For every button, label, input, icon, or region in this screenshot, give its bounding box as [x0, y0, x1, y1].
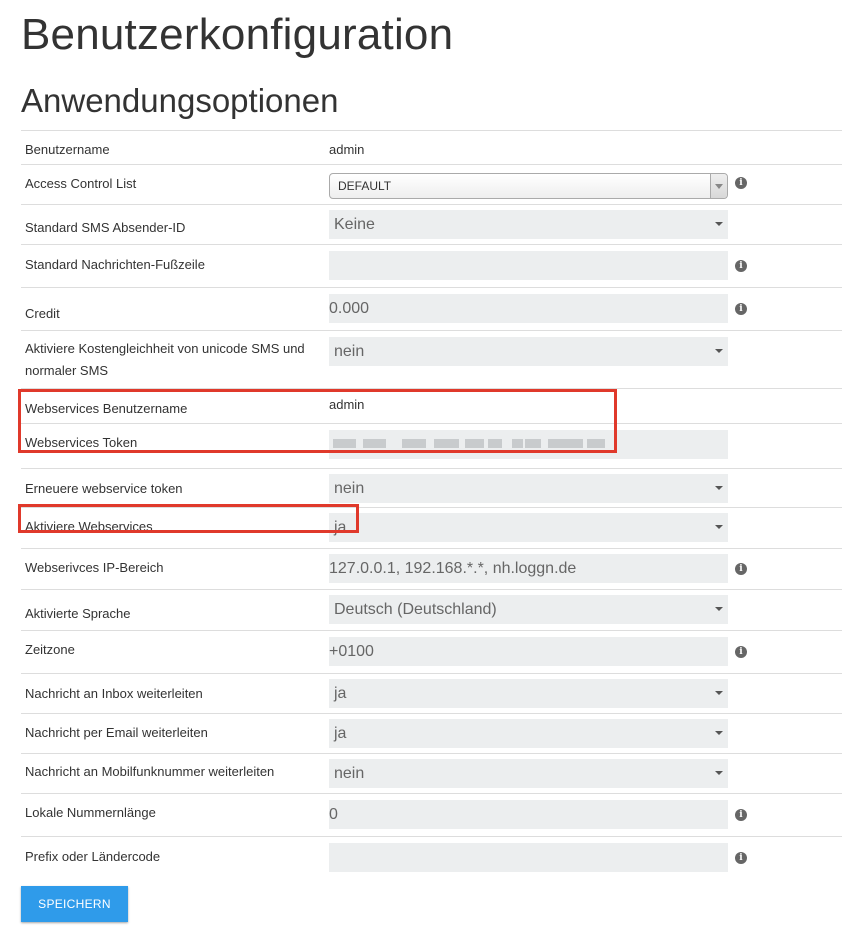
aktiviere-kostengleichheit-von-unicode-sms-und-normaler-sms-selected-value: nein	[334, 343, 365, 360]
nachricht-an-mobilfunknummer-weiterleiten-selected-value: nein	[334, 765, 365, 782]
field-label: Nachricht an Inbox weiterleiten	[25, 686, 203, 701]
field-label: Standard Nachrichten-Fußzeile	[25, 257, 205, 272]
standard-sms-absender-id-selected-value: Keine	[334, 216, 375, 233]
field-label: Prefix oder Ländercode	[25, 849, 161, 864]
field-label: Webserivces IP-Bereich	[25, 560, 164, 575]
field-label: Lokale Nummernlänge	[25, 805, 156, 820]
info-circle-icon[interactable]: i	[735, 177, 747, 189]
field-label: Webservices Token	[25, 435, 138, 450]
field-label: Benutzername	[25, 142, 110, 157]
aktivierte-sprache-select[interactable]	[329, 595, 728, 624]
form-row-nachricht-an-inbox-weiterleiten	[21, 674, 842, 714]
standard-nachrichten-fusszeile-input[interactable]	[329, 251, 728, 280]
erneuere-webservice-token-selected-value: nein	[334, 480, 365, 497]
form-row-standard-nachrichten-fusszeile	[21, 245, 842, 288]
form-row-nachricht-an-mobilfunknummer-weiterleiten	[21, 754, 842, 794]
chevron-down-icon	[715, 349, 723, 353]
webservices-benutzername-value: admin	[329, 397, 365, 412]
section-title: Anwendungsoptionen	[21, 82, 339, 119]
credit-input[interactable]	[329, 294, 728, 323]
chevron-down-icon	[715, 486, 723, 490]
save-button[interactable]: SPEICHERN	[21, 886, 128, 922]
chevron-down-icon	[715, 691, 723, 695]
erneuere-webservice-token-select[interactable]	[329, 474, 728, 503]
webserivces-ip-bereich-input-value: 127.0.0.1, 192.168.*.*, nh.loggn.de	[329, 560, 577, 577]
standard-sms-absender-id-select[interactable]	[329, 210, 728, 239]
form-row-access-control-list	[21, 165, 842, 205]
form-row-aktivierte-sprache	[21, 590, 842, 631]
webserivces-ip-bereich-input[interactable]	[329, 554, 728, 583]
chevron-down-icon	[715, 525, 723, 529]
credit-input-value: 0.000	[329, 300, 370, 317]
access-control-list-select[interactable]	[329, 173, 728, 199]
chevron-down-icon	[715, 222, 723, 226]
aktiviere-webservices-selected-value: ja	[334, 519, 347, 536]
form-row-nachricht-per-email-weiterleiten	[21, 714, 842, 754]
form-row-prefix-oder-laendercode	[21, 837, 842, 880]
form-row-zeitzone	[21, 631, 842, 674]
field-label: Erneuere webservice token	[25, 481, 183, 496]
form-row-aktiviere-kostengleichheit-von-unicode-sms-und-normaler-sms	[21, 331, 842, 389]
field-label: Aktiviere Kostengleichheit von unicode SMS und normaler SMS	[25, 341, 305, 378]
field-label: Credit	[25, 306, 60, 321]
form-row-aktiviere-webservices	[21, 508, 842, 549]
field-label: Zeitzone	[25, 642, 75, 657]
page-title: Benutzerkonfiguration	[21, 10, 454, 59]
nachricht-an-inbox-weiterleiten-selected-value: ja	[334, 685, 347, 702]
chevron-down-icon	[715, 607, 723, 611]
field-label: Nachricht an Mobilfunknummer weiterleiten	[25, 764, 275, 779]
info-circle-icon[interactable]: i	[735, 852, 747, 864]
nachricht-per-email-weiterleiten-select[interactable]	[329, 719, 728, 748]
field-label: Aktiviere Webservices	[25, 519, 153, 534]
aktiviere-kostengleichheit-von-unicode-sms-und-normaler-sms-select[interactable]	[329, 337, 728, 366]
user-config-form	[21, 130, 842, 879]
form-row-standard-sms-absender-id	[21, 205, 842, 245]
benutzername-value: admin	[329, 142, 365, 157]
info-circle-icon[interactable]: i	[735, 809, 747, 821]
webservices-token-input[interactable]	[329, 430, 728, 459]
lokale-nummernlaenge-input[interactable]	[329, 800, 728, 829]
field-label: Aktivierte Sprache	[25, 606, 131, 621]
zeitzone-input[interactable]	[329, 637, 728, 666]
prefix-oder-laendercode-input[interactable]	[329, 843, 728, 872]
info-circle-icon[interactable]: i	[735, 260, 747, 272]
form-row-credit	[21, 288, 842, 331]
aktiviere-webservices-select[interactable]	[329, 513, 728, 542]
zeitzone-input-value: +0100	[329, 643, 374, 660]
nachricht-an-mobilfunknummer-weiterleiten-select[interactable]	[329, 759, 728, 788]
info-circle-icon[interactable]: i	[735, 563, 747, 575]
field-label: Webservices Benutzername	[25, 401, 188, 416]
chevron-down-icon	[715, 731, 723, 735]
field-label: Access Control List	[25, 176, 137, 191]
info-circle-icon[interactable]: i	[735, 646, 747, 658]
aktivierte-sprache-selected-value: Deutsch (Deutschland)	[334, 601, 497, 618]
lokale-nummernlaenge-input-value: 0	[329, 806, 338, 823]
form-row-lokale-nummernlaenge	[21, 794, 842, 837]
chevron-down-icon	[710, 174, 727, 198]
nachricht-per-email-weiterleiten-selected-value: ja	[334, 725, 347, 742]
info-circle-icon[interactable]: i	[735, 303, 747, 315]
token-underline	[332, 452, 614, 453]
access-control-list-selected-value: DEFAULT	[338, 179, 392, 193]
form-row-webservices-benutzername	[21, 389, 842, 424]
field-label: Standard SMS Absender-ID	[25, 220, 186, 235]
form-row-webserivces-ip-bereich	[21, 549, 842, 590]
form-row-webservices-token	[21, 424, 842, 469]
form-row-benutzername	[21, 131, 842, 165]
chevron-down-icon	[715, 771, 723, 775]
form-row-erneuere-webservice-token	[21, 469, 842, 508]
field-label: Nachricht per Email weiterleiten	[25, 725, 208, 740]
nachricht-an-inbox-weiterleiten-select[interactable]	[329, 679, 728, 708]
